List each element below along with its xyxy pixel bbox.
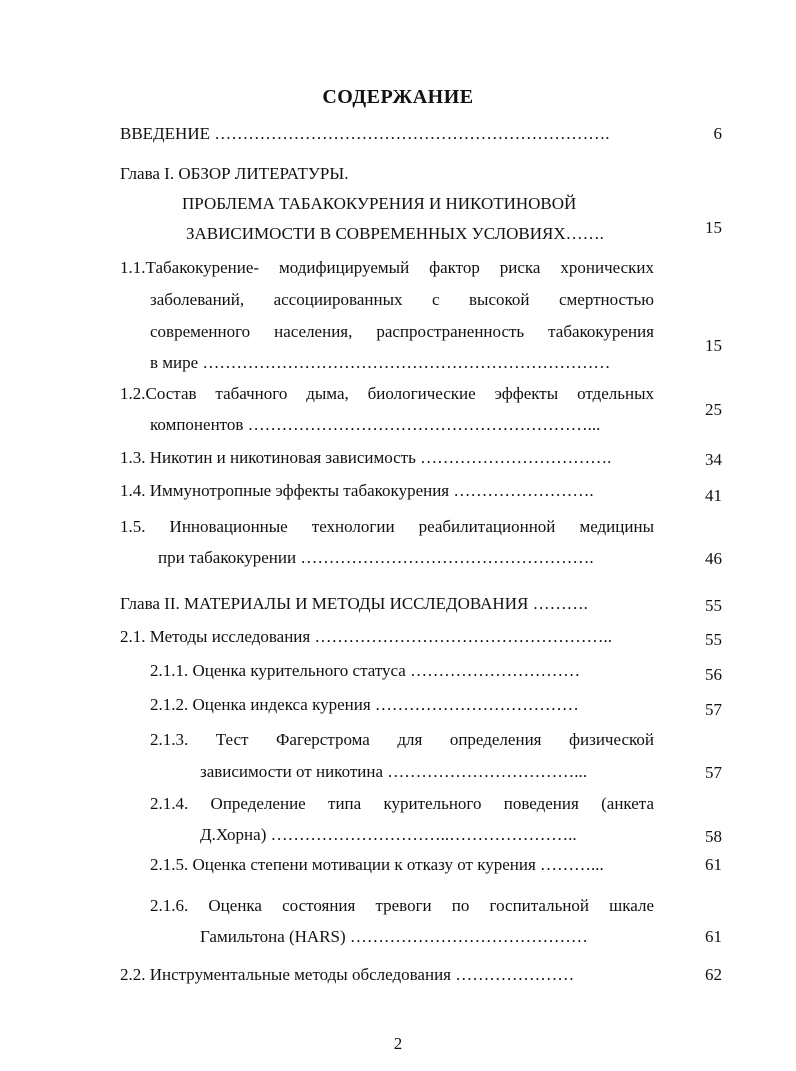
toc-chapter-2-heading: Глава II. МАТЕРИАЛЫ И МЕТОДЫ ИССЛЕДОВАНИЯ ………. [120, 594, 588, 613]
toc-page-number: 15 [705, 336, 722, 355]
toc-chapter-1-title-line: ЗАВИСИМОСТИ В СОВРЕМЕННЫХ УСЛОВИЯХ……. [186, 224, 604, 243]
toc-entry-1-1: 1.1.Табакокурение- модифицируемый фактор риска хронических [120, 258, 654, 277]
toc-entry-2-2: 2.2. Инструментальные методы обследования ………………… [120, 965, 575, 984]
toc-entry-1-4: 1.4. Иммунотропные эффекты табакокурения ……………………. [120, 481, 594, 500]
toc-page-number: 61 [705, 855, 722, 874]
toc-page-number: 61 [705, 927, 722, 946]
toc-page-number: 34 [705, 450, 722, 469]
toc-page-number: 55 [705, 596, 722, 615]
toc-entry-2-1-1: 2.1.1. Оценка курительного статуса ………………………… [150, 661, 581, 680]
toc-entry-2-1-4: 2.1.4. Определение типа курительного поведения (анкета [150, 794, 654, 813]
toc-page-number: 57 [705, 700, 722, 719]
toc-entry-1-1-line: в мире ……………………………………………………………… [150, 353, 611, 372]
toc-entry-2-1-4-line: Д.Хорна) …………………………..………………….. [200, 825, 577, 844]
toc-chapter-1-heading: Глава I. ОБЗОР ЛИТЕРАТУРЫ. [120, 164, 349, 183]
toc-entry-1-1-line: современного населения, распространенность табакокурения [150, 322, 654, 341]
toc-page-number: 56 [705, 665, 722, 684]
toc-entry-2-1-5: 2.1.5. Оценка степени мотивации к отказу от курения ………... [150, 855, 604, 874]
toc-page-number: 62 [705, 965, 722, 984]
toc-page-number: 58 [705, 827, 722, 846]
toc-entry-2-1-2: 2.1.2. Оценка индекса курения ……………………………… [150, 695, 579, 714]
toc-entry-intro: ВВЕДЕНИЕ ……………………………………………………………. [120, 124, 610, 143]
toc-page-number: 6 [713, 124, 722, 143]
toc-page-number: 15 [705, 218, 722, 237]
page-title: СОДЕРЖАНИЕ [322, 86, 474, 108]
toc-entry-1-5-line: при табакокурении ……………………………………………. [158, 548, 594, 567]
toc-chapter-1-title-line: ПРОБЛЕМА ТАБАКОКУРЕНИЯ И НИКОТИНОВОЙ [182, 194, 577, 213]
toc-entry-2-1-3-line: зависимости от никотина ……………………………... [200, 762, 588, 781]
page-number: 2 [393, 1034, 403, 1053]
toc-page-number: 55 [705, 630, 722, 649]
toc-entry-2-1: 2.1. Методы исследования …………………………………………….. [120, 627, 612, 646]
toc-page-number: 46 [705, 549, 722, 568]
toc-entry-2-1-6: 2.1.6. Оценка состояния тревоги по госпитальной шкале [150, 896, 654, 915]
toc-page-number: 25 [705, 400, 722, 419]
toc-entry-2-1-6-line: Гамильтона (HARS) …………………………………… [200, 927, 588, 946]
toc-entry-1-2-line: компонентов ……………………………………………………... [150, 415, 601, 434]
toc-entry-1-2: 1.2.Состав табачного дыма, биологические эффекты отдельных [120, 384, 654, 403]
toc-entry-1-5: 1.5. Инновационные технологии реабилитационной медицины [120, 517, 654, 536]
toc-page-number: 57 [705, 763, 722, 782]
toc-page-number: 41 [705, 486, 722, 505]
toc-entry-1-3: 1.3. Никотин и никотиновая зависимость ……………………………. [120, 448, 612, 467]
toc-entry-1-1-line: заболеваний, ассоциированных с высокой смертностью [150, 290, 654, 309]
toc-entry-2-1-3: 2.1.3. Тест Фагерстрома для определения физической [150, 730, 654, 749]
